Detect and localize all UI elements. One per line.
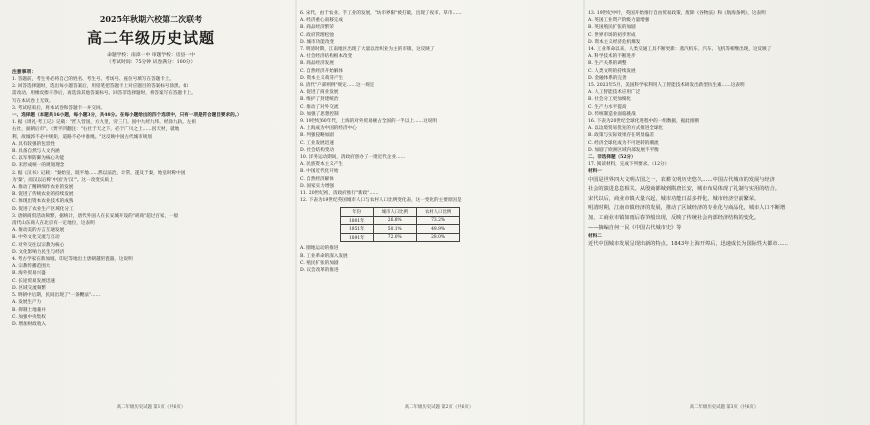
text-line: D. 资本主义经济危机爆发 xyxy=(588,39,641,45)
notes-list xyxy=(12,76,290,112)
text-line: D. 增加财政收入 xyxy=(12,321,47,327)
text-line: B. 海外贸易兴盛 xyxy=(12,271,46,277)
text-line: 9. 19世纪60年代，上海的对外贸易额占全国的一半以上……这说明 xyxy=(300,119,437,125)
question-17: 17. 阅读材料，完成下列要求。（12分） xyxy=(588,162,670,168)
proposition-info: 命题学校：南漳一中 审题学校：房县一中 xyxy=(107,53,195,58)
text-line: B. 工业革命的深入发展 xyxy=(300,253,348,259)
text-line: 社会的演进息息相关。从殷商都城到隋唐长安，城市布局体现了礼制与实用的结合。 xyxy=(588,186,780,193)
page-footer: 高二年级历史试题 第1页（共6页） xyxy=(116,405,186,410)
table-cell: 49.9% xyxy=(416,225,459,234)
text-line: B. 商品经济繁荣 xyxy=(300,25,334,31)
note-line: 2. 回答选择题时，选出每小题答案后，用铅笔把答题卡上对应题目的答案标号涂黑。如 xyxy=(12,84,188,90)
text-line: D. 资本主义萌芽产生 xyxy=(300,75,344,81)
text-line: B. 维护了封建统治 xyxy=(300,97,339,103)
text-line: A. 上海成为中国的经济中心 xyxy=(300,126,357,132)
text-line: 13. 19世纪中叶，英国开始推行自由贸易政策，废除《谷物法》和《航海条例》，这表明 xyxy=(588,11,766,16)
text-line: D. 未形成统一的规划理念 xyxy=(12,163,65,169)
text-line: D. 加剧了欧洲区域内部发展不平衡 xyxy=(588,147,659,153)
text-line: B. 生产关系的调整 xyxy=(588,61,627,67)
page-3 xyxy=(588,10,860,412)
text-line: 15. 2023年5月，美国科学家利用人工智能技术研发出新型抗生素……这表明 xyxy=(588,83,745,89)
text-line: 14. 工业革命以来，人类交通工具不断更新：蒸汽机车、汽车、飞机等相继出现，这反映了 xyxy=(588,47,772,53)
text-line: A. 民族资本主义产生 xyxy=(300,162,343,168)
table-cell: 50.1% xyxy=(373,225,416,234)
text-line: A. 具有较强的包容性 xyxy=(12,141,55,147)
text-line: A. 人工智能技术应用广泛 xyxy=(588,90,641,96)
text-line: 3. 唐朝商贸活动频繁，据统计，唐代外国人在长安城开设的"胡商"超过百家，一般 xyxy=(12,213,179,219)
text-line: 7. 明清时期，江南地区出现了大量以丝织业为主的市镇，这反映了 xyxy=(300,47,435,53)
note-line: 写在本试卷上无效。 xyxy=(12,98,54,104)
table-header-cell: 城市人口比例 xyxy=(373,208,416,217)
text-line: A. 经济重心南移完成 xyxy=(300,18,343,24)
text-line: A. 英国工业资产阶级力量增强 xyxy=(588,18,650,24)
text-line: C. 政府管理松弛 xyxy=(300,32,334,38)
text-line: C. 加强中央集权 xyxy=(12,314,46,320)
text-line: B. 英国殖民扩张的加剧 xyxy=(588,25,636,31)
text-line: B. 政策与实际效果存在明显偏差 xyxy=(588,133,655,139)
text-line: 宋代以后，商业市镇大量兴起，城市功能日益多样化，城市经济空前繁荣。 xyxy=(588,195,760,202)
text-line: C. 以军事防御为核心功能 xyxy=(12,156,65,162)
text-line: 1. 据《周礼·考工记》记载："匠人营国，方九里，旁三门。国中九经九纬，经涂九轨。左祖 xyxy=(12,120,196,126)
table-cell: 1891年 xyxy=(341,233,374,242)
table-cell: 26.8% xyxy=(373,216,416,225)
page-1 xyxy=(12,10,290,412)
text-line: D. 文化影响力民生与经济 xyxy=(12,249,65,255)
table-cell: 1801年 xyxy=(341,216,374,225)
text-line: A. 推动美的方言互通发展 xyxy=(12,228,65,234)
text-line: A. 宗教传播范围大 xyxy=(12,264,51,270)
text-line: A. 促进了商业发展 xyxy=(300,90,339,96)
table-header-row xyxy=(341,208,460,217)
text-line: C. 生产力水平提高 xyxy=(588,104,627,110)
text-line: ——摘编自何一民《中国古代城市史》等 xyxy=(588,224,682,231)
section-heading: 二、非选择题（52分） xyxy=(588,155,636,161)
text-line: C. 自然经济开始解体 xyxy=(300,68,344,74)
text-line: 6. 宋代，由于农业、手工业的发展，"坊市界限"被打破，出现了夜市、草市…… xyxy=(300,11,462,16)
table-cell: 1851年 xyxy=(341,225,374,234)
table-cell: 73.2% xyxy=(416,216,459,225)
questions-block xyxy=(12,119,290,328)
text-line: 2. 据《汉书》记载："秦始皇，既平地……然以法治，计常，遂及于秦，始皇时称中国 xyxy=(12,170,186,176)
table-row xyxy=(341,216,460,225)
text-line: D. 金融体系的完善 xyxy=(588,75,627,81)
text-line: 加，工商业市镇如雨后春笋般出现，反映了传统社会内部经济结构的变化。 xyxy=(588,215,760,222)
notes-title: 注意事项： xyxy=(12,69,36,75)
page-footer: 高二年级历史试题 第2页（共6页） xyxy=(404,405,474,410)
text-line: 明清时期，江南市镇经济的发展，推动了区域经济的专业化与商品化，城市人口不断增 xyxy=(588,205,786,212)
text-line: 8. 清代"户部则例"规定……这一规定 xyxy=(300,83,375,89)
text-line: C. 推动了对外交流 xyxy=(300,104,339,110)
text-line: D. 议会改革的推进 xyxy=(300,268,339,274)
note-line: 需改动，用橡皮擦干净后，再选涂其他答案标号。回答非选择题时，将答案写在答题卡上。 xyxy=(12,91,196,97)
text-line: 5. 明朝中后期，民间出现了"一条鞭法"…… xyxy=(12,293,101,299)
text-line: D. 区域交流频繁 xyxy=(12,285,47,291)
text-line: A. 科学技术的不断进步 xyxy=(588,54,636,60)
questions-block xyxy=(588,10,860,154)
page-divider xyxy=(295,0,297,425)
text-line: C. 对外交往以宗教为核心 xyxy=(12,242,65,248)
text-line: 4. 考古学家在新加坡、印尼等地出土唐朝越窑瓷器，这说明 xyxy=(12,257,133,263)
text-line: B. 中外文化交流与互动 xyxy=(12,235,60,241)
table-row xyxy=(341,225,460,234)
material-label: 材料一 xyxy=(588,169,602,175)
table-cell: 28.0% xyxy=(416,233,459,242)
questions-block xyxy=(300,245,578,274)
text-line: C. 体现出资本农业技术的成熟 xyxy=(12,199,74,205)
text-line: D. 促进了农业生产区域化分工 xyxy=(12,206,74,212)
text-line: B. 社会分工更加细化 xyxy=(588,97,632,103)
table-header-cell: 年份 xyxy=(341,208,374,217)
text-line: D. 城市功能改变 xyxy=(300,39,335,45)
text-line: 11. 20世纪初，清政府推行"新政"…… xyxy=(300,191,379,197)
exam-name: 2025年秋期六校第二次联考 xyxy=(99,14,203,24)
page-footer: 高二年级历史试题 第3页（共6页） xyxy=(689,405,759,410)
material-label: 材料二 xyxy=(588,234,602,240)
table-row xyxy=(341,233,460,242)
material-text xyxy=(588,176,860,234)
text-line: 右社，面朝后市"。（贾平凹翻注："右社于天之下，必于广川之上……因天材，就地 xyxy=(12,127,180,133)
text-line: D. 传统制造业面临挑战 xyxy=(588,111,636,117)
text-line: 中国是世界四大文明古国之一，农耕文明历史悠久……中国古代城市的发展与经济 xyxy=(588,176,775,183)
text-line: A. 圈地运动的推进 xyxy=(300,246,339,252)
text-line: 近代中国城市发展呈现出新的特点。1843年上海开埠后，迅速成长为国际性大都市…… xyxy=(588,241,788,248)
text-line: D. 社会结构变动 xyxy=(300,147,335,153)
table-header-cell: 农村人口比例 xyxy=(416,208,459,217)
text-line: C. 经济全球化成为不可逆转的潮流 xyxy=(588,140,659,146)
text-line: D. 国家实力增强 xyxy=(300,183,335,189)
time-info: （考试时间：75分钟 试卷满分：100分） xyxy=(106,60,196,65)
page-2 xyxy=(300,10,578,412)
text-line: B. 列强侵略加剧 xyxy=(300,133,334,139)
note-line: 1. 答题前，考生务必将自己的姓名、考生号、考场号、座位号填写在答题卡上。 xyxy=(12,77,175,82)
text-line: C. 长途贸易发展迅速 xyxy=(12,278,56,284)
text-line: A. 发展生产力 xyxy=(12,300,42,306)
page-title: 高二年级历史试题 xyxy=(86,29,215,47)
text-line: B. 具备自然与人文内涵 xyxy=(12,149,60,155)
text-line: A. 推动了精耕细作农业的发展 xyxy=(12,185,74,191)
text-line: B. 商品经济发展 xyxy=(300,61,334,67)
material-text xyxy=(588,240,860,250)
note-line: 3. 考试结束后，将本试卷和答题卡一并交回。 xyxy=(12,105,106,111)
text-line: 清代山东商人在北京有一定地位，这表明 xyxy=(12,221,95,227)
text-line: B. 中国近代化开始 xyxy=(300,169,339,175)
text-line: B. 促进了传统农业的持续发展 xyxy=(12,192,74,198)
section-heading: 一、选择题（本题共16小题，每小题3分，共48分。在每小题给出的四个选项中，只有一项是符合题目要求的。） xyxy=(12,113,242,119)
text-line: 利，故城郭不必中规矩，道路不必中准绳。"这反映中国古代城市规划 xyxy=(12,134,152,140)
population-table xyxy=(340,207,460,242)
text-line: 16. 下表为20世纪全球化进程中的一组数据，据此推断 xyxy=(588,119,700,125)
text-line: C. 人类文明的持续发展 xyxy=(588,68,636,74)
text-line: 12. 下表为19世纪英国城市人口与农村人口比例变化表，这一变化的主要原因是 xyxy=(300,198,462,204)
text-line: A. 以边境贸易优先的方式推进全球化 xyxy=(588,126,664,132)
text-line: A. 社会经济结构根本改变 xyxy=(300,54,353,60)
page-divider xyxy=(583,0,585,425)
text-line: B. 抑制土地兼并 xyxy=(12,307,46,313)
text-line: C. 世界市场的初步形成 xyxy=(588,32,636,38)
text-line: C. 殖民扩张的加剧 xyxy=(300,260,339,266)
table-cell: 72.0% xyxy=(373,233,416,242)
text-line: C. 工业发展迅速 xyxy=(300,140,334,146)
text-line: 10. 洋务运动期间，清政府创办了一批近代企业…… xyxy=(300,155,406,161)
questions-block xyxy=(300,10,578,204)
text-line: D. 加强了思想控制 xyxy=(300,111,339,117)
text-line: 为'秦'，而汉以后称'中国'为'汉'"。这一改变实质上 xyxy=(12,177,114,183)
text-line: C. 自然经济解体 xyxy=(300,176,334,182)
